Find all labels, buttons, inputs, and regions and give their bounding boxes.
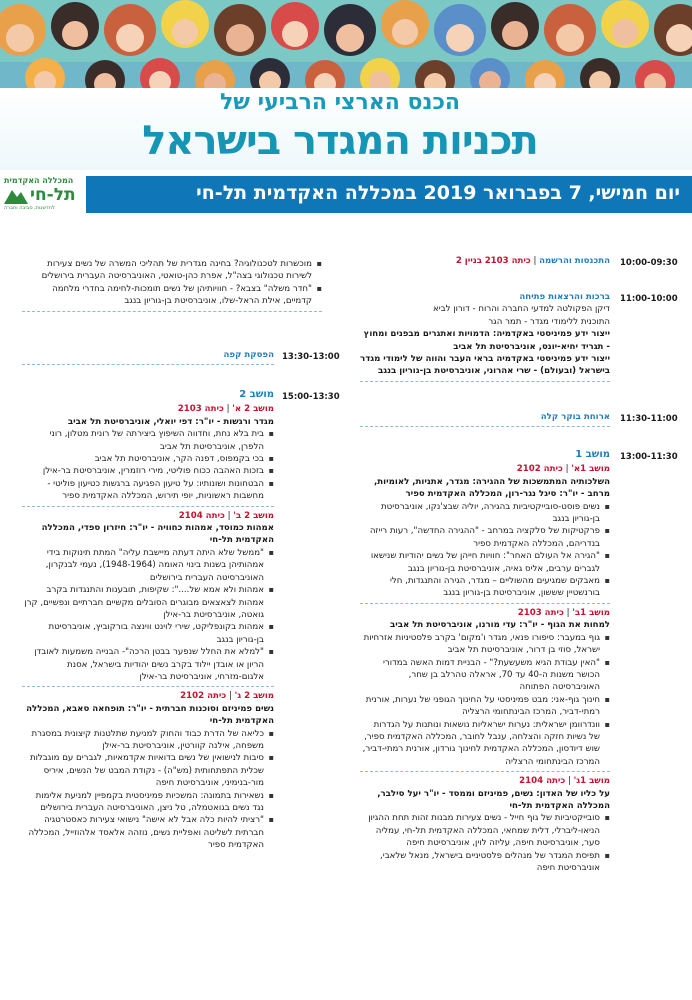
session-title: מושב 2 (239, 389, 274, 400)
lecture-item: ▪ כליאה של הדרת כבוד והחוק למניעת שתלטנות קיצונית במסגרת משפחה, אילנה קוורטין, אוניברסיטת בר-אילן (22, 728, 264, 753)
session-chair: על כליו של האדון: נשים, פמיניזם וממסד - יו"ר יעל סילבר, המכללה האקדמית תל-חי (377, 788, 610, 811)
session-room: כיתה 2104 (178, 510, 225, 521)
lecture-item: ▪ אמהות בקונפליקט, שירי לוינט ווינצה בורקוביץ, אוניברסיטת בן-גוריון בנגב (22, 621, 264, 646)
lecture-item: ▪ "ממשל שלא היתה דעתה מיישבת עליה" המתת תינוקות בידי אמהותיהן בשנות בינוי האומה (1948-1964), נעמי לבנקרון, האוניברסיטה העברית בירושלים (22, 547, 264, 584)
opening-title: ברכות והרצאות פתיחה (519, 292, 610, 302)
divider (360, 603, 610, 604)
lecture-item: ▪ "חדר משלה" בצבא? - חוויותיהן של נשים תומכות-לחימה בחדרי מלחמה קדמיים, אילת הראל-שלו, אוניברסיטת בן-גוריון בנגב (22, 283, 312, 308)
lecture-item: ▪ אמהות ולא אמא של....": שקיפות, תובענות והתנגדות בקרב אמהות לצאצאים מבוגרים הסובלים מקשיים חברתיים ונפשיים, קרן גואטה, אוניברסיטת בר-אילן (22, 584, 264, 621)
lecture-item: ▪ נשאירות בתמונה: המשכיות פמיניסטית בקמפיין למניעת אלימות נגד נשים בגואטמלה, טל ניצן, האוניברסיטה העברית בירושלים (22, 790, 264, 815)
session-chair: למחות את הגוף - יו"ר: עדי מורנו, אוניברסיטת תל אביב (389, 620, 610, 631)
opening-item: ייצור ידע פמיניסטי באקדמיה: הדמויות ואתגרים מבפנים ומחוץ - תגריד יחיא-יונס, אוניברסיטת תל אביב (363, 329, 610, 352)
session-chair: נשים פמיניזם וסוכנות חברתית - יו"ר: תופחאה סאבא, המכללה האקדמית תל-חי (26, 703, 274, 727)
session-2: מושב 2 מושב 2 א' | כיתה 2103 מגדר ורגשות - יו"ר: דפי יואלי, אוניברסיטת תל אביב ▪ בית בלא נחת, וחדווה השיפוץ ביצירתה של רונית מטלון, רוני הלפרן, אוניברסיטת תל אביב ▪ בכי בקמפוס, דפנה הקר, אוניברסיטת תל אביב ▪ בזכות האהבה ככוח פוליטי, מירי רוזמרין, אוניברסיטת בר-אילן ▪ הבטחונות ושונותיו: על טיעון הפגיעה ברגשות כטיעון פוליטי - מחשבות ראשוניות, יופי תירוש, המכללה האקדמית ספיר מושב 2 ב' | כיתה 2104 אמהות כמוסד, אמהות כחוויה - יו"ר: חיזרון ספדי, המכללה האקדמית תל-חי ▪ "ממשל שלא היתה דעתה מיישבת עליה" המתת תינוקות בידי אמהותיהן בשנות בינוי האומה (1948-1964), נעמי לבנקרון, האוניברסיטה העברית בירושלים ▪ אמהות ולא אמא של....": שקיפות, תובענות והתנגדות בקרב אמהות לצאצאים מבוגרים הסובלים מקשיים חברתיים ונפשיים, קרן גואטה, אוניברסיטת בר-אילן ▪ אמהות בקונפליקט, שירי לוינט ווינצה בורקוביץ, אוניברסיטת בן-גוריון בנגב ▪ "למלא את החלל שנפער בבטן הרכה"- הבנייה משמעות לאובדן הריון או אובדן יילוד בקרב נשים יהודיות בישראל, אסנת אלגום-מזרחי, אוניברסיטת בר-אילן מושב 2 ג' | כיתה 2102 נשים פמיניזם וסוכנות חברתית - יו"ר: תופחאה סאבא, המכללה האקדמית תל-חי ▪ כליאה של הדרת כבוד והחוק למניעת שתלטנות קיצונית במסגרת משפחה, אילנה קוורטין, אוניברסיטת בר-אילן ▪ סיבות לנישואין של נשים בדואיות אקדמאיות, לגברים עם מוגבלות שכלית התפתחותית (מש"ה) - נקודת המבט של הנשים, איריס מור-בנימיני, אוניברסיטת חיפה ▪ נשאירות בתמונה: המשכיות פמיניסטית בקמפיין למניעת אלימות נגד נשים בגואטמלה, טל ניצן, האוניברסיטה העברית בירושלים ▪ "רציתי להיות כלה אבל לא אישה" נישואי צעירות כאסטרטגיה חברתית לשליטה ואפליית נשים, נוזהה אלאסד אלהוזייל, המכללה האקדמית ספיר (22, 389, 274, 852)
lecture-item: ▪ תפיסת המגדר של מנהלים פלסטיניים בישראל, מנאל שלאבי, אוניברסיטת חיפה (360, 850, 600, 875)
session-chair: השלכותיה המתמשכות של ההגירה: מגדר, אתניות, לאומיות, מרחב - יו"ר: סיגל נגר-רון, המכללה האקדמית ספיר (374, 476, 610, 500)
break-label: ארוחת בוקר קלה (540, 412, 610, 422)
divider (22, 686, 274, 687)
opening-item: התוכנית ללימודי מגדר - תמר הגר (488, 316, 610, 327)
time-slot: 11:30-11:00 (620, 414, 678, 424)
conference-subtitle: הכנס הארצי הרביעי של (219, 90, 461, 115)
lecture-item: ▪ פרקטיקות של סלקציה במרחב - "ההגירה החדשה", רעות רייזה בנדריהם, המכללה האקדמית ספיר (360, 525, 600, 550)
divider (360, 771, 610, 772)
time-slot: 15:00-13:30 (282, 392, 340, 402)
lecture-item: ▪ בזכות האהבה ככוח פוליטי, מירי רוזמרין, אוניברסיטת בר-אילן (22, 465, 264, 477)
divider (22, 506, 274, 507)
lecture-item: ▪ הבטחונות ושונותיו: על טיעון הפגיעה ברגשות כטיעון פוליטי - מחשבות ראשוניות, יופי תירוש, המכללה האקדמית ספיר (22, 478, 264, 503)
logo-name: תל-חי (30, 185, 76, 205)
mountain-icon (4, 186, 28, 204)
registration-room: כיתה 2103 (484, 256, 531, 266)
opening-item: דיקן הפקולטה למדעי החברה והרוח - דורון לביא (433, 304, 610, 315)
conference-title: תכניות המגדר בישראל (142, 118, 538, 164)
session-label: מושב 1ג' (573, 776, 610, 787)
session-label: מושב 2 ג' (234, 691, 274, 702)
time-slot: 10:00-09:30 (620, 258, 678, 268)
session-room: כיתה 2103 (177, 404, 224, 415)
lecture-item: ▪ מוכשרות לטכנולוגיה? בחינה מגדרית של תהליכי המשרה של נשים צעירות לשירות טכנולוגי בצה"ל, אפרת כהן-טואטי, האוניברסיטה העברית בירושלים (22, 258, 312, 283)
session-room: כיתה 2102 (516, 464, 563, 475)
left-top-items (22, 258, 322, 315)
session-title: מושב 1 (575, 449, 610, 460)
lecture-item: ▪ חינוך גוף-אני: מבט פמיניסטי על החינוך הגופני של נערות, אורנית רמתי-דביר, המרכז הבינתחומי הרצליה (360, 694, 600, 719)
divider (22, 311, 322, 312)
lecture-item: ▪ נשים פוסט-סובייקטיביות בהגירה, יוליה שבצ'נקו, אוניברסיטת בן-גוריון בנגב (360, 501, 600, 526)
opening-block (360, 291, 610, 385)
logo-tagline: לחדשנות, סביבה וחברה (4, 205, 55, 211)
lecture-item: ▪ סיבות לנישואין של נשים בדואיות אקדמאיות, לגברים עם מוגבלות שכלית התפתחותית (מש"ה) - נקודת המבט של הנשים, איריס מור-בנימיני, אוניברסיטת חיפה (22, 752, 264, 789)
divider (360, 426, 610, 427)
time-slot: 13:00-11:30 (620, 452, 678, 462)
lecture-item: ▪ "הגירה אל העולם האחר": חוויות חייהן של נשים יהודיות שנישאו לגברים ערבים, אליס גאיה, אוניברסיטת בן-גוריון בנגב (360, 550, 600, 575)
lecture-item: ▪ "האין עבודת הגיא משעשעת?" - הבניית דמות האשה במדורי הכושר משנות ה-40 עד 70, אראלה טהרלב בן שחר, האוניברסיטה הפתוחה (360, 657, 600, 694)
session-chair: אמהות כמוסד, אמהות כחוויה - יו"ר: חיזרון ספדי, המכללה האקדמית תל-חי (41, 523, 274, 546)
session-label: מושב 2 ב' (233, 510, 274, 521)
lecture-item: ▪ סובייקטיביות של גוף חייל - נשים צעירות מבנות זהות תחת ההגיון הניאו-ליברלי, דלית שמחאי, המכללה האקדמית תל-חי, עמליה סער, אוניברסיטת חיפה, עליזה לוין, אוניברסיטת חיפה (360, 812, 600, 849)
time-slot: 13:30-13:00 (282, 352, 340, 362)
lecture-item: ▪ מאבקים שמגיעים מהשוליים – מגדר, הגירה והתנגדות, חלי בורנשטיין שששון, אוניברסיטת בן-גוריון בנגב (360, 575, 600, 600)
date-bar-text: יום חמישי, 7 בפברואר 2019 במכללה האקדמית תל-חי (196, 182, 680, 204)
lecture-item: ▪ בית בלא נחת, וחדווה השיפוץ ביצירתה של רונית מטלון, רוני הלפרן, אוניברסיטת תל אביב (22, 428, 264, 453)
session-room: כיתה 2102 (180, 691, 227, 702)
break-row (360, 411, 610, 430)
divider (360, 381, 610, 382)
registration-row: התכנסות והרשמה | כיתה 2103 בניין 2 (455, 256, 610, 266)
registration-building: בניין 2 (455, 256, 482, 266)
lecture-item: ▪ "למלא את החלל שנפער בבטן הרכה"- הבנייה משמעות לאובדן הריון או אובדן יילוד בקרב נשים יהודיות בישראל, אסנת אלגום-מזרחי, אוניברסיטת בר-אילן (22, 646, 264, 683)
lecture-item: ▪ גוף במעבר: סיפורו פנאי, מגדר ו'מקום' בקרב פלסטיניות אזרחיות ישראל, סוזי בן דרור, אוניברסיטת תל אביב (360, 632, 600, 657)
registration-label: התכנסות והרשמה (539, 256, 610, 266)
lecture-item: ▪ "רציתי להיות כלה אבל לא אישה" נישואי צעירות כאסטרטגיה חברתית לשליטה ואפליית נשים, נוזהה אלאסד אלהוזייל, המכללה האקדמית ספיר (22, 814, 264, 851)
time-slot: 11:00-10:00 (620, 294, 678, 304)
lecture-item: ▪ בכי בקמפוס, דפנה הקר, אוניברסיטת תל אביב (22, 453, 264, 465)
banner-illustration (0, 0, 692, 96)
session-room: כיתה 2103 (517, 607, 564, 618)
opening-item: ייצור ידע פמיניסטי באקדמיה בראי העבר והווה של לימודי מגדר בישראל (ובעולם) - שרי אהרוני, אוניברסיטת בן-גוריון בנגב (360, 354, 610, 377)
break-label: הפסקת קפה (223, 350, 274, 360)
coffee-break-row (22, 349, 274, 368)
divider (22, 364, 274, 365)
session-chair: מגדר ורגשות - יו"ר: דפי יואלי, אוניברסיטת תל אביב (67, 416, 274, 427)
logo-top-text: המכללה האקדמית (4, 176, 74, 185)
session-label: מושב 1א' (571, 464, 610, 475)
session-label: מושב 2 א' (232, 404, 274, 415)
session-label: מושב 1ב' (572, 607, 610, 618)
session-1: מושב 1 מושב 1א' | כיתה 2102 השלכותיה המתמשכות של ההגירה: מגדר, אתניות, לאומיות, מרחב - יו"ר: סיגל נגר-רון, המכללה האקדמית ספיר ▪ נשים פוסט-סובייקטיביות בהגירה, יוליה שבצ'נקו, אוניברסיטת בן-גוריון בנגב ▪ פרקטיקות של סלקציה במרחב - "ההגירה החדשה", רעות רייזה בנדריהם, המכללה האקדמית ספיר ▪ "הגירה אל העולם האחר": חוויות חייהן של נשים יהודיות שנישאו לגברים ערבים, אליס גאיה, אוניברסיטת בן-גוריון בנגב ▪ מאבקים שמגיעים מהשוליים – מגדר, הגירה והתנגדות, חלי בורנשטיין שששון, אוניברסיטת בן-גוריון בנגב מושב 1ב' | כיתה 2103 למחות את הגוף - יו"ר: עדי מורנו, אוניברסיטת תל אביב ▪ גוף במעבר: סיפורו פנאי, מגדר ו'מקום' בקרב פלסטיניות אזרחיות ישראל, סוזי בן דרור, אוניברסיטת תל אביב ▪ "האין עבודת הגיא משעשעת?" - הבניית דמות האשה במדורי הכושר משנות ה-40 עד 70, אראלה טהרלב בן שחר, האוניברסיטה הפתוחה ▪ חינוך גוף-אני: מבט פמיניסטי על החינוך הגופני של נערות, אורנית רמתי-דביר, המרכז הבינתחומי הרצליה ▪ וונדרוומן ישראלית: נערות ישראליות נושאות ונותנות על הגדרות של נשיות חזקה והצלחה, ענבל לחובר, המכללה האקדמית ספיר, שוש דיודסון, המכללה האקדמית לחינוך גורדון, אורנית רמתי-דביר, המרכז הבינתחומי הרצליה מושב 1ג' | כיתה 2104 על כליו של האדון: נשים, פמיניזם וממסד - יו"ר יעל סילבר, המכללה האקדמית תל-חי ▪ סובייקטיביות של גוף חייל - נשים צעירות מבנות זהות תחת ההגיון הניאו-ליברלי, דלית שמחאי, המכללה האקדמית תל-חי, עמליה סער, אוניברסיטת חיפה, עליזה לוין, אוניברסיטת חיפה ▪ תפיסת המגדר של מנהלים פלסטיניים בישראל, מנאל שלאבי, אוניברסיטת חיפה (360, 449, 610, 874)
session-room: כיתה 2104 (519, 776, 566, 787)
college-logo (0, 174, 86, 214)
lecture-item: ▪ וונדרוומן ישראלית: נערות ישראליות נושאות ונותנות על הגדרות של נשיות חזקה והצלחה, ענבל לחובר, המכללה האקדמית ספיר, שוש דיודסון, המכללה האקדמית לחינוך גורדון, אורנית רמתי-דביר, המרכז הבינתחומי הרצליה (360, 719, 600, 769)
